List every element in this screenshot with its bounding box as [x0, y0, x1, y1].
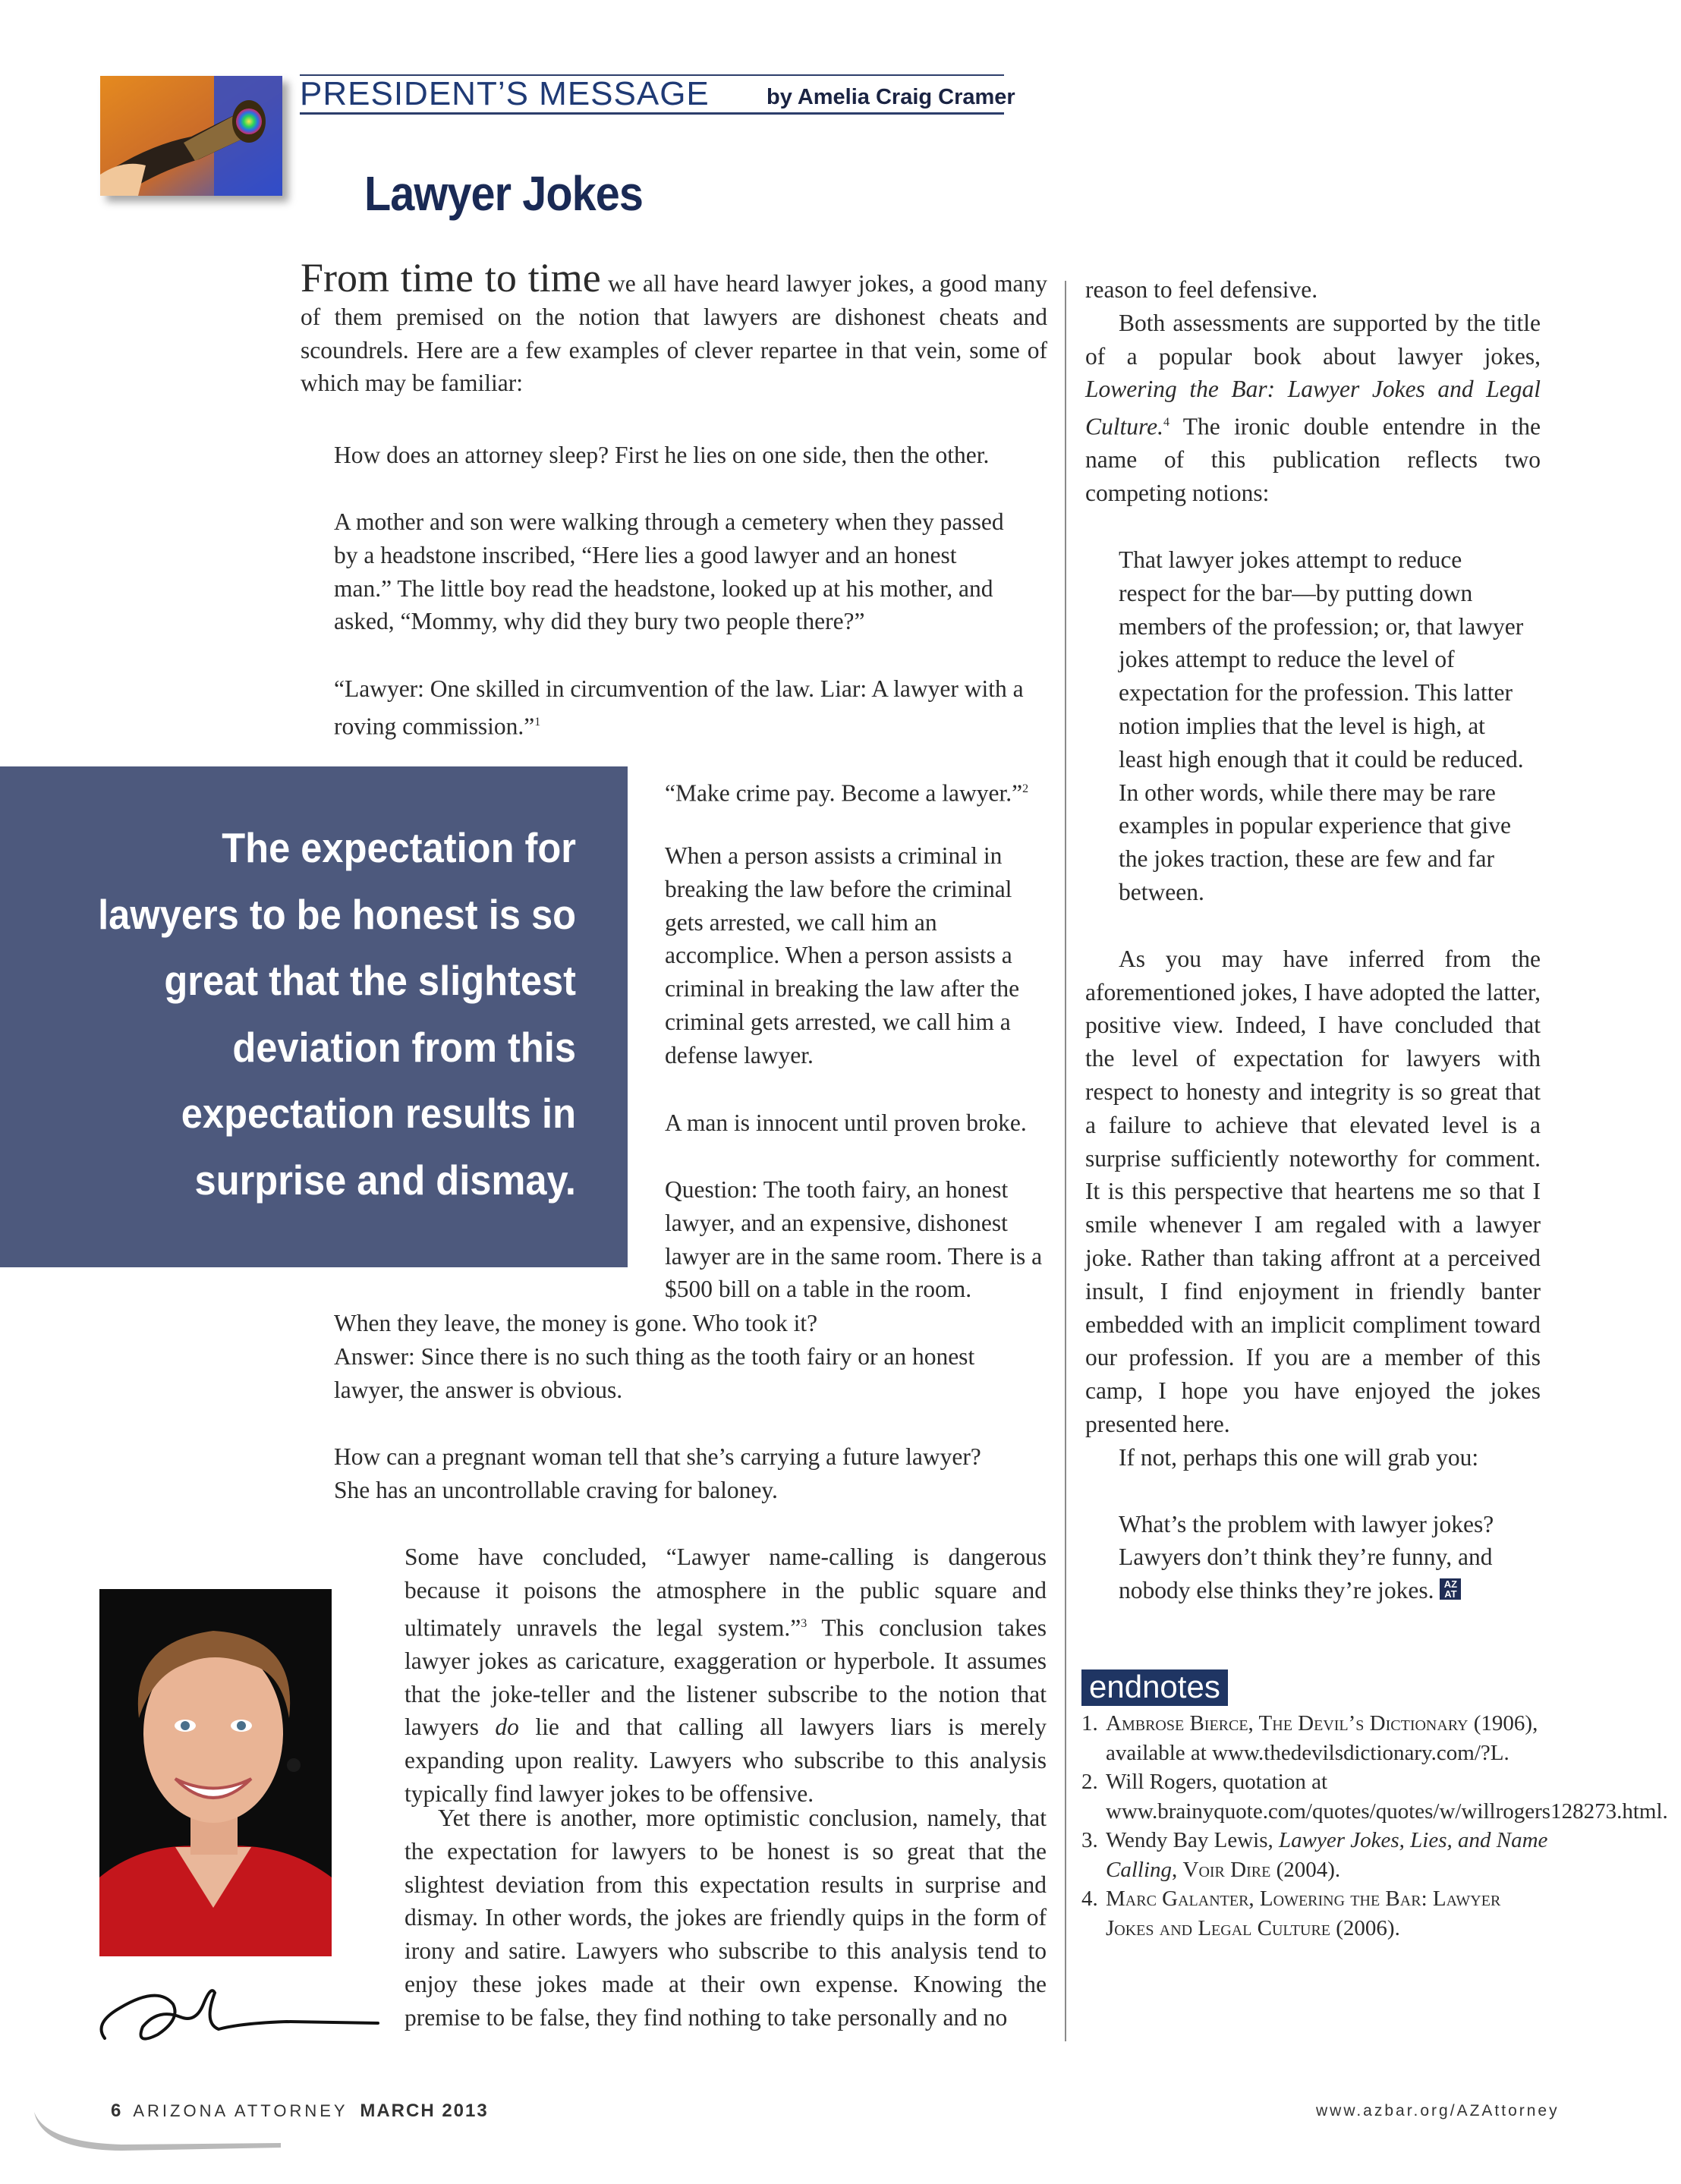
endnote-text: Voir Dire: [1182, 1857, 1271, 1882]
intro-paragraph: [301, 255, 1047, 400]
endnote-text: Lawyer Jokes, Lies, and Name Calling: [1106, 1828, 1548, 1882]
issue-date: MARCH 2013: [360, 2101, 489, 2121]
endnote-item: [1081, 1826, 1552, 1884]
endnote-text: Ambrose Bierce, The Devil’s Dictionary: [1106, 1711, 1469, 1736]
endnote-text: (2004).: [1270, 1857, 1341, 1882]
body-paragraph-3: [1085, 307, 1541, 510]
header-rule-bottom: [300, 112, 1004, 115]
endnote-text: (2006).: [1330, 1915, 1400, 1940]
endnote-number: 1.: [1081, 1711, 1098, 1736]
pull-quote-box: [0, 766, 628, 1267]
article-title: Lawyer Jokes: [364, 166, 644, 221]
joke-tooth-fairy-answer: Answer: Since there is no such thing as the tooth fairy or an honest lawyer, the answer is obvious.: [334, 1343, 975, 1403]
joke-cemetery: A mother and son were walking through a cemetery when they passed by a headstone inscribed, “Here lies a good lawyer and an honest man.” The little boy read the headstone, looked up at his mother, and asked, “Mommy, why did they bury two people there?”: [334, 508, 1004, 635]
column-divider: [1065, 281, 1066, 2041]
body-p1-part: lie and that calling all lawyers liars is merely expanding upon reality. Lawyers who subscribe to this analysis typically find lawyer jokes to be offensive.: [405, 1714, 1047, 1808]
joke-crime: [665, 773, 1052, 810]
body-paragraph-2: Yet there is another, more optimistic conclusion, namely, that the expectation for lawyers to be honest is so great that the slightest deviation from this expectation results in surprise and dismay. In other words, the jokes are friendly quips in the form of irony and satire. Lawyers who subscribe to this analysis tend to enjoy these jokes made at their own expense. Knowing the premise to be false, they find nothing to take personally and no: [405, 1805, 1047, 2031]
body-paragraph-5: If not, perhaps this one will grab you:: [1119, 1443, 1479, 1471]
page-number: 6: [111, 2101, 123, 2121]
joke-pregnant-answer: She has an uncontrollable craving for baloney.: [334, 1477, 778, 1503]
book-title: Lowering the Bar: Lawyer Jokes and Legal Culture.: [1085, 376, 1541, 440]
intro-text: we all have heard lawyer jokes, a good many of them premised on the notion that lawyers are dishonest cheats and scoundrels. Here are a few examples of clever repartee in that vein, some of which may be familiar:: [301, 270, 1047, 397]
joke-innocent: A man is innocent until proven broke.: [665, 1109, 1027, 1136]
endnote-number: 3.: [1081, 1828, 1098, 1852]
joke-tooth-fairy-leave: When they leave, the money is gone. Who took it?: [334, 1310, 818, 1336]
continued-text: reason to feel defensive.: [1085, 276, 1318, 303]
body-p1-emphasis: do: [495, 1714, 519, 1741]
endnote-text: (1906), available at www.thedevilsdictionary.com/?L.: [1106, 1711, 1538, 1765]
body-p1-part: This conclusion takes lawyer jokes as caricature, exaggeration or hyperbole. It assumes that the joke-teller and the listener subscribe to the notion that lawyers: [405, 1614, 1047, 1741]
body-paragraph-4: As you may have inferred from the aforementioned jokes, I have adopted the latter, positive view. Indeed, I have concluded that the level of expectation for lawyers with respect to honesty and integrity is so great that a failure to achieve that elevated level is a surprise sufficiently noteworthy for comment. It is this perspective that heartens me so that I smile whenever I am regaled with a lawyer joke. Rather than taking affront at a perceived insult, I find enjoyment in friendly banter embedded with an implicit compliment toward our profession. If you are a member of this camp, I hope you have enjoyed the jokes presented here.: [1085, 945, 1541, 1437]
footnote-ref: 1: [534, 715, 541, 729]
footnote-ref: 4: [1163, 416, 1169, 430]
body-p3-part: Both assessments are supported by the title of a popular book about lawyer jokes,: [1085, 309, 1541, 370]
section-label: PRESIDENT’S MESSAGE: [300, 75, 710, 112]
publication-name: ARIZONA ATTORNEY: [133, 2101, 348, 2120]
joke-pregnant-question: How can a pregnant woman tell that she’s carrying a future lawyer?: [334, 1443, 981, 1470]
byline: by Amelia Craig Cramer: [767, 85, 1015, 109]
joke-definition: [334, 672, 1047, 743]
right-column: [1085, 273, 1541, 1607]
author-signature: [90, 1962, 386, 2053]
endnotes-label: endnotes: [1081, 1669, 1228, 1706]
closing-joke-text: What’s the problem with lawyer jokes? Lawyers don’t think they’re funny, and nobody else thinks they’re jokes.: [1119, 1510, 1494, 1604]
endnote-number: 2.: [1081, 1770, 1098, 1794]
endnote-item: [1081, 1709, 1552, 1767]
header-telescope-image: [100, 76, 282, 196]
endnote-text: Wendy Bay Lewis,: [1106, 1828, 1280, 1852]
endnote-item: [1081, 1767, 1668, 1826]
endnote-number: 4.: [1081, 1887, 1098, 1911]
pull-quote-text: The expectation for lawyers to be honest is so great that the slightest deviation from this expectation results in surprise and dismay.: [98, 824, 577, 1204]
joke-crime-text: “Make crime pay. Become a lawyer.”: [665, 779, 1023, 807]
end-mark-icon: AZ AT: [1440, 1578, 1461, 1600]
joke-sleep: How does an attorney sleep? First he lies on one side, then the other.: [334, 442, 990, 468]
footnote-ref: 3: [801, 1616, 807, 1630]
endnotes-list: [1081, 1709, 1668, 1943]
endnote-text: Will Rogers, quotation at www.brainyquote.com/quotes/quotes/w/willrogers128273.html.: [1106, 1770, 1668, 1824]
footnote-ref: 2: [1022, 782, 1029, 795]
joke-definition-text: “Lawyer: One skilled in circumvention of the law. Liar: A lawyer with a roving commission.”: [334, 675, 1024, 740]
endnote-item: [1081, 1884, 1552, 1943]
joke-tooth-fairy-question: Question: The tooth fairy, an honest lawyer, and an expensive, dishonest lawyer are in the same room. There is a $500 bill on a table in the room.: [665, 1176, 1043, 1303]
body-p3-part: The ironic double entendre in the name of this publication reflects two competing notions:: [1085, 413, 1541, 507]
body-p1-part: Some have concluded, “Lawyer name-calling is dangerous because it poisons the atmosphere in the public square and ultimately unravels the legal system.”: [405, 1544, 1047, 1641]
endnote-text: Marc Galanter, Lowering the Bar: Lawyer Jokes and Legal Culture: [1106, 1887, 1501, 1940]
endnote-text: ,: [1172, 1857, 1183, 1882]
footer-url: www.azbar.org/AZAttorney: [1316, 2102, 1560, 2119]
intro-lead: From time to time: [301, 255, 601, 301]
blockquote: That lawyer jokes attempt to reduce respect for the bar—by putting down members of the profession; or, that lawyer jokes attempt to reduce the level of expectation for the profession. This latter notion implies that the level is high, at least high enough that it could be reduced. In other words, while there may be rare examples in popular experience that give the jokes traction, these are few and far between.: [1119, 546, 1524, 906]
body-paragraph-1: [405, 1540, 1047, 1811]
joke-accomplice: When a person assists a criminal in breaking the law before the criminal gets arrested, we call him an accomplice. When a person assists a criminal in breaking the law after the criminal gets arrested, we call him a defense lawyer.: [665, 842, 1020, 1068]
author-portrait: [99, 1589, 332, 1956]
footer-left: [111, 2101, 499, 2122]
closing-joke: [1119, 1508, 1528, 1607]
